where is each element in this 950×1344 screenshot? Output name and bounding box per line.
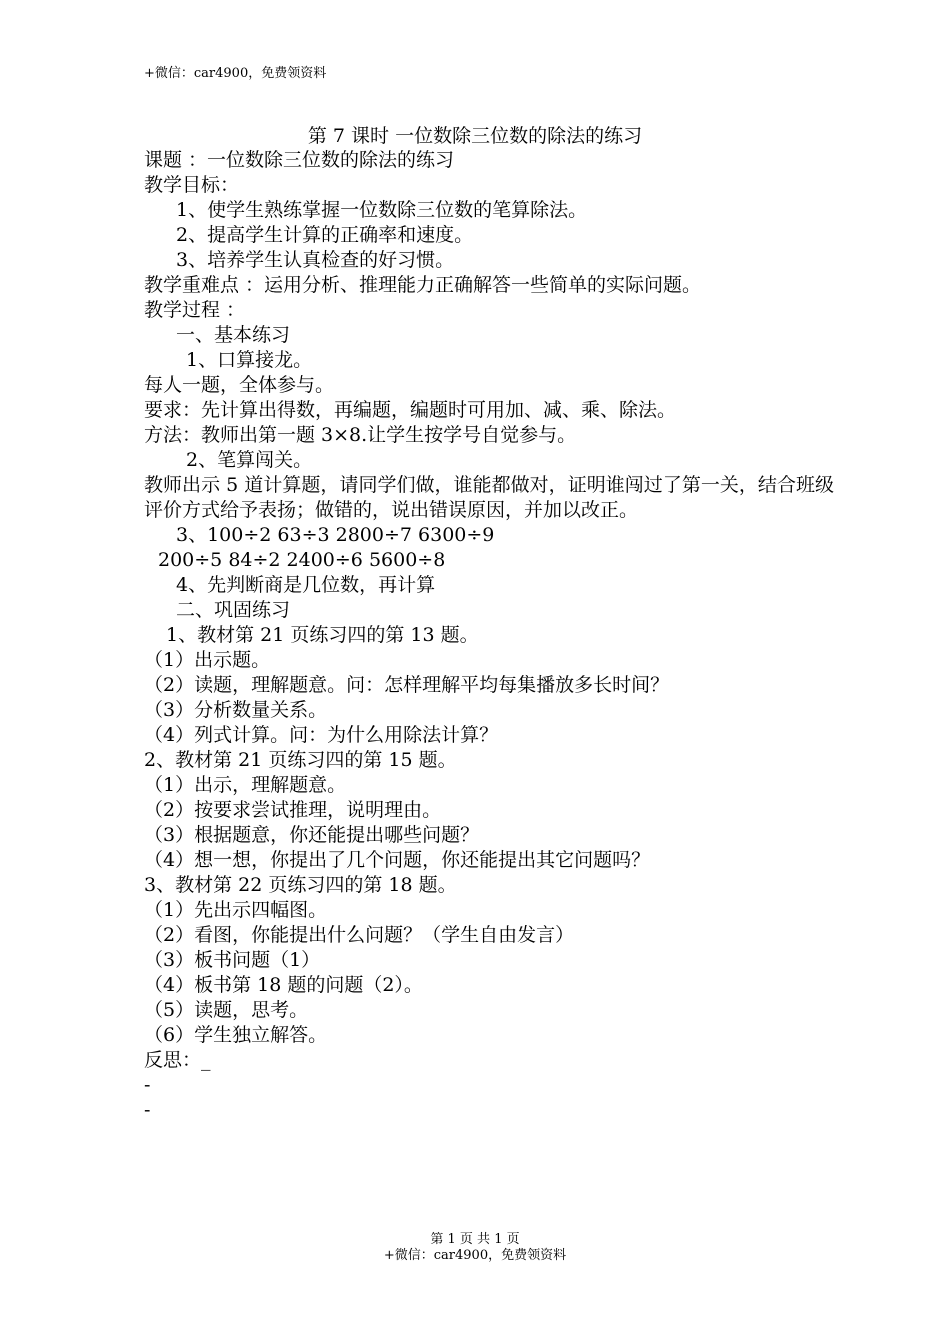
section-heading: 一、基本练习: [176, 324, 291, 346]
process-heading: 教学过程 ：: [144, 299, 246, 321]
list-item: 2、教材第 21 页练习四的第 15 题。: [144, 749, 457, 771]
page-number: 第 1 页 共 1 页: [430, 1232, 520, 1247]
list-item: （4）想一想，你提出了几个问题，你还能提出其它问题吗？: [144, 849, 651, 871]
lesson-topic: 课题 ：一位数除三位数的除法的练习: [144, 149, 455, 171]
list-item: 4、先判断商是几位数，再计算: [176, 574, 436, 596]
list-item: （4）列式计算。问：为什么用除法计算？: [144, 724, 499, 746]
list-item: （5）读题，思考。: [144, 999, 309, 1021]
list-item: 2、笔算闯关。: [186, 449, 313, 471]
paragraph: 要求：先计算出得数，再编题，编题时可用加、减、乘、除法。: [144, 399, 677, 421]
list-item: 3、教材第 22 页练习四的第 18 题。: [144, 874, 457, 896]
list-item: （2）看图，你能提出什么问题？（学生自由发言）: [144, 924, 575, 946]
list-item: （4）板书第 18 题的问题（2）。: [144, 974, 423, 996]
page-footer: [0, 1232, 950, 1264]
objectives-heading: 教学目标：: [144, 174, 240, 196]
list-item: 1、口算接龙。: [186, 349, 313, 371]
paragraph: 方法：教师出第一题 3×8.让学生按学号自觉参与。: [144, 424, 577, 446]
page-title: 第 7 课时 一位数除三位数的除法的练习: [307, 125, 643, 147]
footer-watermark: +微信：car4900，免费领资料: [383, 1248, 567, 1263]
paragraph: 教师出示 5 道计算题，请同学们做，谁能都做对，证明谁闯过了第一关，结合班级评价方式给予表扬；做错的，说出错误原因，并加以改正。: [144, 474, 834, 521]
objective-item: 3、培养学生认真检查的好习惯。: [176, 249, 455, 271]
header-watermark: +微信：car4900，免费领资料: [144, 66, 327, 81]
blank-line: -: [144, 1099, 151, 1121]
objective-item: 1、使学生熟练掌握一位数除三位数的笔算除法。: [176, 199, 588, 221]
document-body: [144, 148, 834, 1123]
list-item: （1）出示，理解题意。: [144, 774, 347, 796]
list-item: （2）读题，理解题意。问：怎样理解平均每集播放多长时间？: [144, 674, 670, 696]
section-heading: 二、巩固练习: [176, 599, 291, 621]
list-item: （2）按要求尝试推理，说明理由。: [144, 799, 442, 821]
list-item: 1、教材第 21 页练习四的第 13 题。: [166, 624, 479, 646]
paragraph: 每人一题，全体参与。: [144, 374, 335, 396]
list-item: （1）先出示四幅图。: [144, 899, 328, 921]
list-item: （3）板书问题（1）: [144, 949, 321, 971]
calc-row: 3、100÷2 63÷3 2800÷7 6300÷9: [176, 524, 495, 546]
key-difficulties: 教学重难点 ：运用分析、推理能力正确解答一些简单的实际问题。: [144, 274, 702, 296]
blank-line: -: [144, 1074, 151, 1096]
reflection-label: 反思：_: [144, 1049, 211, 1071]
list-item: （3）分析数量关系。: [144, 699, 328, 721]
list-item: （1）出示题。: [144, 649, 271, 671]
calc-row: 200÷5 84÷2 2400÷6 5600÷8: [158, 549, 446, 571]
objective-item: 2、提高学生计算的正确率和速度。: [176, 224, 474, 246]
list-item: （3）根据题意，你还能提出哪些问题？: [144, 824, 480, 846]
list-item: （6）学生独立解答。: [144, 1024, 328, 1046]
